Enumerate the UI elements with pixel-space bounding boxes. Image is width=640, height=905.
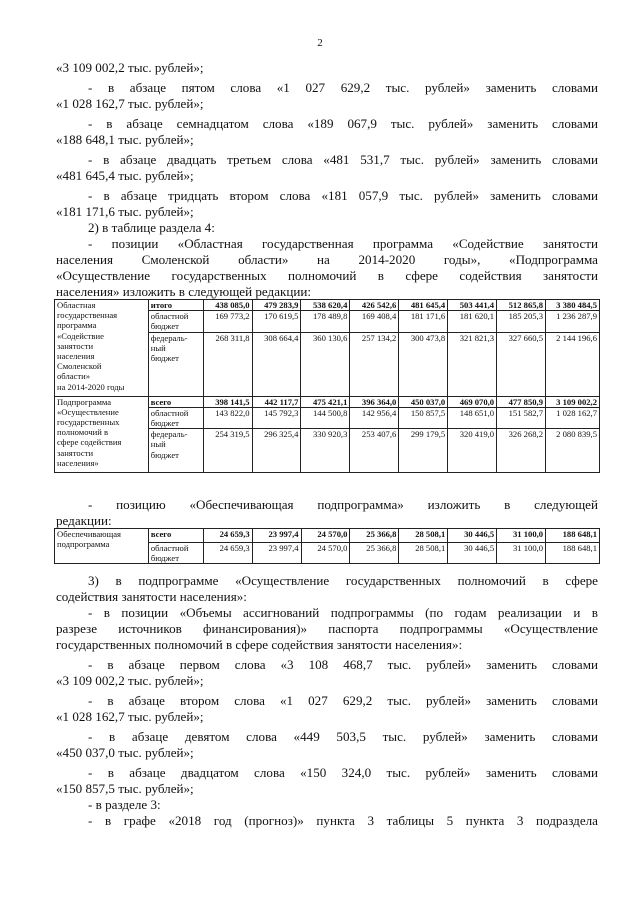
text-line: - в разделе 3: [88, 797, 161, 812]
text-line: «Осуществление государственных полномочий в сфере содействия занятости [56, 268, 598, 283]
table-cell: 188 648,1 [546, 529, 600, 543]
table-cell: 170 619,5 [252, 311, 301, 332]
table-cell: 181 171,6 [399, 311, 448, 332]
text-line: «3 109 002,2 тыс. рублей»; [56, 673, 204, 688]
budget-table-main [54, 299, 600, 473]
table-cell: 144 500,8 [301, 407, 350, 428]
text-line: - в позиции «Объемы ассигнований подпрограммы (по годам реализации и в [88, 605, 598, 620]
table-cell: 24 659,3 [203, 543, 252, 564]
text-line: «1 028 162,7 тыс. рублей»; [56, 709, 204, 724]
table-cell: 398 141,5 [203, 396, 252, 407]
table-cell: 2 144 196,6 [546, 332, 600, 396]
table-cell: 145 792,3 [252, 407, 301, 428]
table-cell: 479 283,9 [252, 300, 301, 311]
table-cell: 450 037,0 [399, 396, 448, 407]
text-line: - позиции «Областная государственная программа «Содействие занятости [88, 236, 598, 251]
text-line: содействия занятости населения»: [56, 589, 247, 604]
table-cell: 481 645,4 [399, 300, 448, 311]
row-label: федераль- ный бюджет [148, 429, 203, 473]
text-line: населения» изложить в следующей редакции: [56, 284, 312, 299]
text-line: - позицию «Обеспечивающая подпрограмма» изложить в следующей [88, 497, 598, 512]
table-cell: 185 205,3 [497, 311, 546, 332]
table-cell: 475 421,1 [301, 396, 350, 407]
text-line: - в абзаце первом слова «3 108 468,7 тыс. рублей» заменить словами [88, 657, 598, 672]
table-cell: 477 850,9 [497, 396, 546, 407]
table-row [55, 300, 600, 311]
text-line: - в абзаце девятом слова «449 503,5 тыс. рублей» заменить словами [88, 729, 598, 744]
table-cell: 438 085,0 [203, 300, 252, 311]
table-cell: 320 419,0 [448, 429, 497, 473]
budget-table-support [54, 528, 600, 564]
table-cell: 30 446,5 [448, 543, 497, 564]
table-row [55, 396, 600, 407]
table-cell: 31 100,0 [497, 529, 546, 543]
text-line: «188 648,1 тыс. рублей»; [56, 132, 194, 147]
table-cell: 1 028 162,7 [546, 407, 600, 428]
table-cell: 538 620,4 [301, 300, 350, 311]
text-line: государственных полномочий в сфере содействия занятости населения»: [56, 637, 463, 652]
table-cell: 23 997,4 [252, 543, 301, 564]
text-line: - в абзаце двадцать третьем слова «481 531,7 тыс. рублей» заменить словами [88, 152, 598, 167]
table-cell: 254 319,5 [203, 429, 252, 473]
table-cell: 169 408,4 [350, 311, 399, 332]
table-cell: 426 542,6 [350, 300, 399, 311]
row-label: областной бюджет [148, 543, 203, 564]
table-cell: 25 366,8 [350, 543, 399, 564]
table-cell: 503 441,4 [448, 300, 497, 311]
text-line: - в абзаце тридцать втором слова «181 057,9 тыс. рублей» заменить словами [88, 188, 598, 203]
table-cell: 31 100,0 [497, 543, 546, 564]
text-line: 3) в подпрограмме «Осуществление государственных полномочий в сфере [88, 573, 598, 588]
text-line: «481 645,4 тыс. рублей»; [56, 168, 194, 183]
table-cell: 296 325,4 [252, 429, 301, 473]
text-line: «150 857,5 тыс. рублей»; [56, 781, 194, 796]
text-line: - в абзаце семнадцатом слова «189 067,9 тыс. рублей» заменить словами [88, 116, 598, 131]
row-label: областной бюджет [148, 311, 203, 332]
table-cell: 151 582,7 [497, 407, 546, 428]
text-line: - в графе «2018 год (прогноз)» пункта 3 таблицы 5 пункта 3 подраздела [88, 813, 598, 828]
program-name-cell: Обеспечивающая подпрограмма [55, 529, 149, 564]
text-line: - в абзаце втором слова «1 027 629,2 тыс. рублей» заменить словами [88, 693, 598, 708]
table-cell: 181 620,1 [448, 311, 497, 332]
table-cell: 299 179,5 [399, 429, 448, 473]
row-label: всего [148, 396, 203, 407]
table-cell: 30 446,5 [448, 529, 497, 543]
text-line: - в абзаце пятом слова «1 027 629,2 тыс. рублей» заменить словами [88, 80, 598, 95]
row-label: федераль- ный бюджет [148, 332, 203, 396]
row-label: всего [148, 529, 203, 543]
table-cell: 143 822,0 [203, 407, 252, 428]
program-name-cell: Областная государственная программа «Содействие занятости населения Смоленской области» на 2014-2020 годы [55, 300, 149, 397]
row-label: итого [148, 300, 203, 311]
table-cell: 308 664,4 [252, 332, 301, 396]
text-line: «3 109 002,2 тыс. рублей»; [56, 60, 204, 75]
text-line: 2) в таблице раздела 4: [88, 220, 215, 235]
table-cell: 321 821,3 [448, 332, 497, 396]
table-cell: 24 659,3 [203, 529, 252, 543]
row-label: областной бюджет [148, 407, 203, 428]
text-line: разрезе источников финансирования)» паспорта подпрограммы «Осуществление [56, 621, 598, 636]
table-cell: 3 380 484,5 [546, 300, 600, 311]
table-cell: 188 648,1 [546, 543, 600, 564]
table-cell: 25 366,8 [350, 529, 399, 543]
table-cell: 360 130,6 [301, 332, 350, 396]
text-line: «1 028 162,7 тыс. рублей»; [56, 96, 204, 111]
table-cell: 512 865,8 [497, 300, 546, 311]
table-cell: 178 489,8 [301, 311, 350, 332]
table-cell: 28 508,1 [399, 529, 448, 543]
table-cell: 300 473,8 [399, 332, 448, 396]
program-name-cell: Подпрограмма «Осуществление государственных полномочий в сфере содействия занятости населения» [55, 396, 149, 473]
table-cell: 24 570,0 [301, 543, 350, 564]
table-row [55, 529, 600, 543]
table-cell: 330 920,3 [301, 429, 350, 473]
table-cell: 3 109 002,2 [546, 396, 600, 407]
table-cell: 148 651,0 [448, 407, 497, 428]
page-number: 2 [317, 37, 323, 49]
text-line: «450 037,0 тыс. рублей»; [56, 745, 194, 760]
table-cell: 326 268,2 [497, 429, 546, 473]
text-line: редакции: [56, 513, 112, 528]
text-line: - в абзаце двадцатом слова «150 324,0 тыс. рублей» заменить словами [88, 765, 598, 780]
table-cell: 268 311,8 [203, 332, 252, 396]
table-cell: 327 660,5 [497, 332, 546, 396]
table-cell: 142 956,4 [350, 407, 399, 428]
table-cell: 169 773,2 [203, 311, 252, 332]
table-cell: 442 117,7 [252, 396, 301, 407]
table-cell: 469 070,0 [448, 396, 497, 407]
table-cell: 253 407,6 [350, 429, 399, 473]
table-cell: 23 997,4 [252, 529, 301, 543]
table-cell: 24 570,0 [301, 529, 350, 543]
table-cell: 257 134,2 [350, 332, 399, 396]
table-cell: 28 508,1 [399, 543, 448, 564]
text-line: населения Смоленской области» на 2014-2020 годы», «Подпрограмма [56, 252, 598, 267]
table-cell: 2 080 839,5 [546, 429, 600, 473]
table-cell: 1 236 287,9 [546, 311, 600, 332]
text-line: «181 171,6 тыс. рублей»; [56, 204, 194, 219]
table-cell: 150 857,5 [399, 407, 448, 428]
table-cell: 396 364,0 [350, 396, 399, 407]
